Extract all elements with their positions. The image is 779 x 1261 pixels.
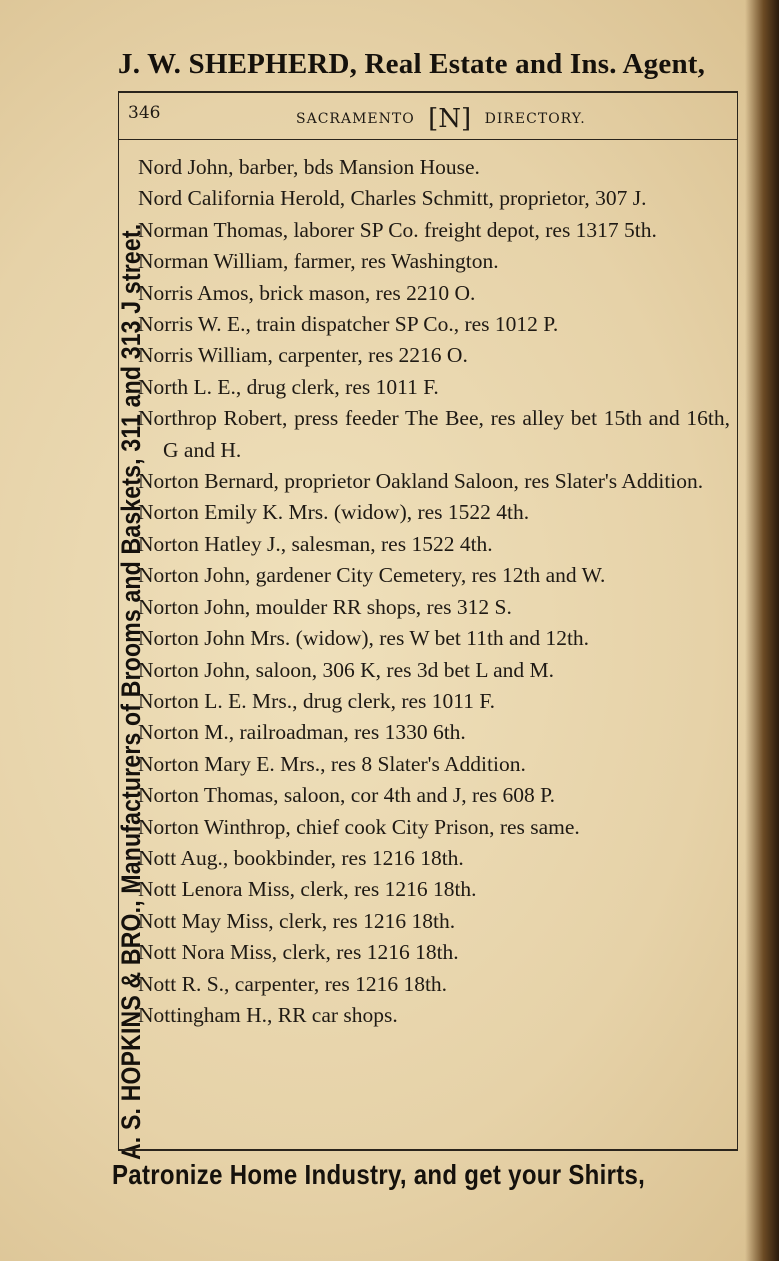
running-head-left: SACRAMENTO bbox=[296, 111, 415, 127]
directory-entry: North L. E., drug clerk, res 1011 F. bbox=[138, 374, 439, 399]
directory-entry: Nord California Herold, Charles Schmitt, proprietor, 307 J. bbox=[138, 186, 647, 211]
directory-entry: Nottingham H., RR car shops. bbox=[138, 1002, 398, 1027]
page-number: 346 bbox=[128, 103, 161, 123]
bottom-advertisement: Patronize Home Industry, and get your Shirts, bbox=[112, 1160, 646, 1192]
directory-entry: Northrop Robert, press feeder The Bee, res alley bet 15th and 16th, G and H. bbox=[138, 406, 730, 462]
running-head bbox=[296, 100, 586, 134]
directory-entry: Nott May Miss, clerk, res 1216 18th. bbox=[138, 908, 456, 933]
book-spine-shadow bbox=[745, 0, 779, 1261]
section-letter: [N] bbox=[428, 104, 472, 134]
directory-entry: Norris William, carpenter, res 2216 O. bbox=[138, 343, 468, 368]
running-head-right: DIRECTORY. bbox=[484, 111, 586, 127]
directory-entry: Norris Amos, brick mason, res 2210 O. bbox=[138, 280, 476, 305]
directory-entry: Norman Thomas, laborer SP Co. freight depot, res 1317 5th. bbox=[138, 217, 657, 242]
directory-entry: Norton Mary E. Mrs., res 8 Slater's Addition. bbox=[138, 751, 526, 776]
directory-entry: Norton M., railroadman, res 1330 6th. bbox=[138, 720, 466, 745]
directory-entry: Norton John, moulder RR shops, res 312 S. bbox=[138, 594, 512, 619]
directory-entry: Norton Thomas, saloon, cor 4th and J, res 608 P. bbox=[138, 783, 556, 808]
directory-entry: Norton John Mrs. (widow), res W bet 11th and 12th. bbox=[138, 626, 590, 651]
directory-entry: Norton Bernard, proprietor Oakland Saloon, res Slater's Addition. bbox=[138, 469, 704, 494]
directory-entry: Nott Lenora Miss, clerk, res 1216 18th. bbox=[138, 877, 477, 902]
directory-entry: Norton L. E. Mrs., drug clerk, res 1011 F. bbox=[138, 688, 495, 713]
directory-entry: Norman William, farmer, res Washington. bbox=[138, 249, 499, 274]
directory-entry: Nott Nora Miss, clerk, res 1216 18th. bbox=[138, 940, 459, 965]
directory-entry: Norris W. E., train dispatcher SP Co., res 1012 P. bbox=[138, 312, 559, 337]
directory-entry: Norton John, saloon, 306 K, res 3d bet L and M. bbox=[138, 657, 555, 682]
directory-entry: Norton John, gardener City Cemetery, res 12th and W. bbox=[138, 563, 606, 588]
directory-entry: Norton Winthrop, chief cook City Prison, res same. bbox=[138, 814, 580, 839]
directory-entry: Norton Emily K. Mrs. (widow), res 1522 4th. bbox=[138, 500, 530, 525]
directory-entry: Norton Hatley J., salesman, res 1522 4th. bbox=[138, 531, 493, 556]
side-advertisement: A. S. HOPKINS & BRO., Manufacturers of Brooms and Baskets, 311 and 313 J street. bbox=[116, 223, 146, 1160]
header-rule bbox=[118, 139, 738, 140]
directory-entries bbox=[138, 152, 730, 1031]
directory-entry: Nord John, barber, bds Mansion House. bbox=[138, 155, 480, 179]
directory-entry: Nott Aug., bookbinder, res 1216 18th. bbox=[138, 845, 464, 870]
top-advertisement: J. W. SHEPHERD, Real Estate and Ins. Agent, bbox=[118, 48, 706, 80]
directory-entry: Nott R. S., carpenter, res 1216 18th. bbox=[138, 971, 448, 996]
